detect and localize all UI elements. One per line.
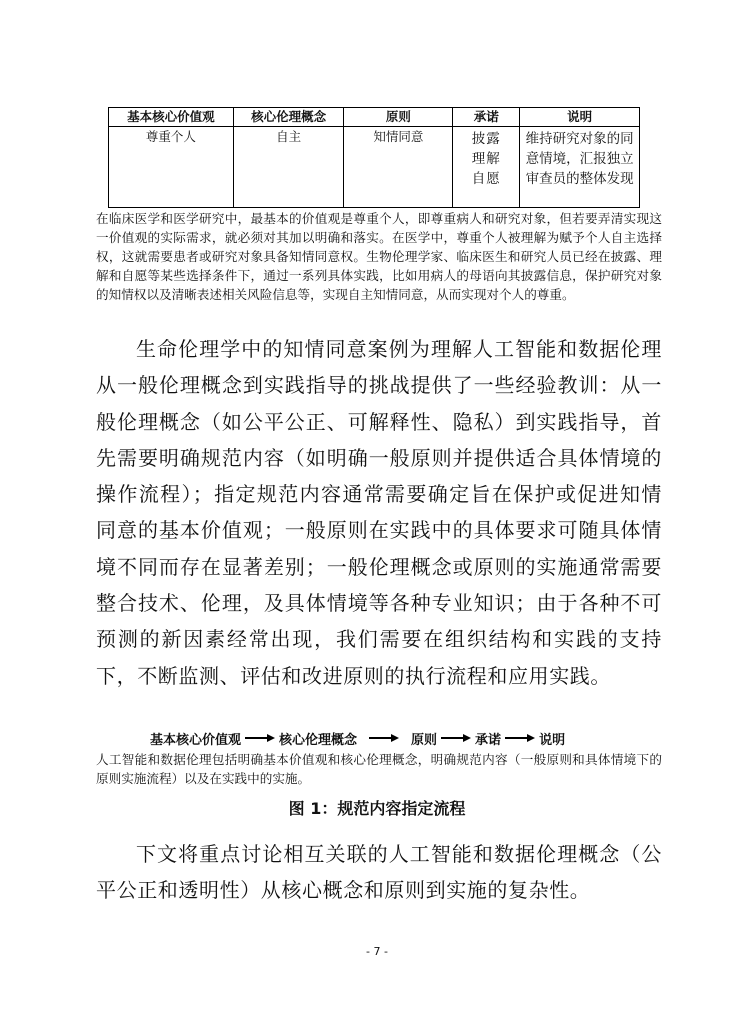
- body-paragraph: 下文将重点讨论相互关联的人工智能和数据伦理概念（公平公正和透明性）从核心概念和原则到实施的复杂性。: [96, 842, 662, 903]
- figure-note: 人工智能和数据伦理包括明确基本价值观和核心伦理概念，明确规范内容（一般原则和具体情境下的原则实施流程）以及在实践中的实施。: [96, 752, 662, 786]
- flow-step: 核心伦理概念: [279, 732, 358, 748]
- page-number: - 7 -: [366, 945, 388, 958]
- table-cell: 知情同意: [344, 127, 453, 208]
- table-cell: 尊重个人: [109, 127, 234, 208]
- figure-caption: 图 1：规范内容指定流程: [288, 799, 466, 818]
- values-table: [108, 107, 640, 208]
- header-cell: 基本核心价值观: [109, 108, 234, 127]
- header-cell: 说明: [520, 108, 640, 127]
- arrow-right-icon: [245, 733, 275, 743]
- header-cell: 承诺: [453, 108, 520, 127]
- arrow-right-icon: [505, 733, 535, 743]
- commitment-text: 披露理解自愿: [471, 131, 501, 187]
- header-cell: 核心伦理概念: [233, 108, 344, 127]
- table-header-row: [109, 108, 640, 127]
- header-cell: 原则: [344, 108, 453, 127]
- description-text: 维持研究对象的同意情境，汇报独立审查员的整体发现: [525, 131, 634, 187]
- flow-step: 说明: [539, 732, 566, 748]
- flow-step: 承诺: [475, 732, 502, 748]
- table-cell: [453, 127, 520, 208]
- flow-step: 基本核心价值观: [150, 732, 242, 748]
- table-row: [109, 127, 640, 208]
- flow-diagram: [150, 727, 610, 749]
- table-note: 在临床医学和医学研究中，最基本的价值观是尊重个人，即尊重病人和研究对象，但若要弄清实现这一价值观的实际需求，就必须对其加以明确和落实。在医学中，尊重个人被理解为赋予个人自主选择权，这就需要患者或研究对象具备知情同意权。生物伦理学家、临床医生和研究人员已经在披露、理解和自愿等某些选择条件下，通过一系列具体实践，比如用病人的母语向其披露信息，保护研究对象的知情权以及清晰表述相关风险信息等，实现自主知情同意，从而实现对个人的尊重。: [96, 211, 662, 302]
- table-cell: [520, 127, 640, 208]
- flow-step: 原则: [411, 732, 438, 748]
- arrow-right-icon: [441, 733, 471, 743]
- table-cell: 自主: [233, 127, 344, 208]
- body-paragraph: 生命伦理学中的知情同意案例为理解人工智能和数据伦理从一般伦理概念到实践指导的挑战提供了一些经验教训：从一般伦理概念（如公平公正、可解释性、隐私）到实践指导，首先需要明确规范内容（如明确一般原则并提供适合具体情境的操作流程）；指定规范内容通常需要确定旨在保护或促进知情同意的基本价值观；一般原则在实践中的具体要求可随具体情境不同而存在显著差别；一般伦理概念或原则的实施通常需要整合技术、伦理，及具体情境等各种专业知识；由于各种不可预测的新因素经常出现，我们需要在组织结构和实践的支持下，不断监测、评估和改进原则的执行流程和应用实践。: [96, 337, 662, 688]
- arrow-right-icon: [369, 733, 399, 743]
